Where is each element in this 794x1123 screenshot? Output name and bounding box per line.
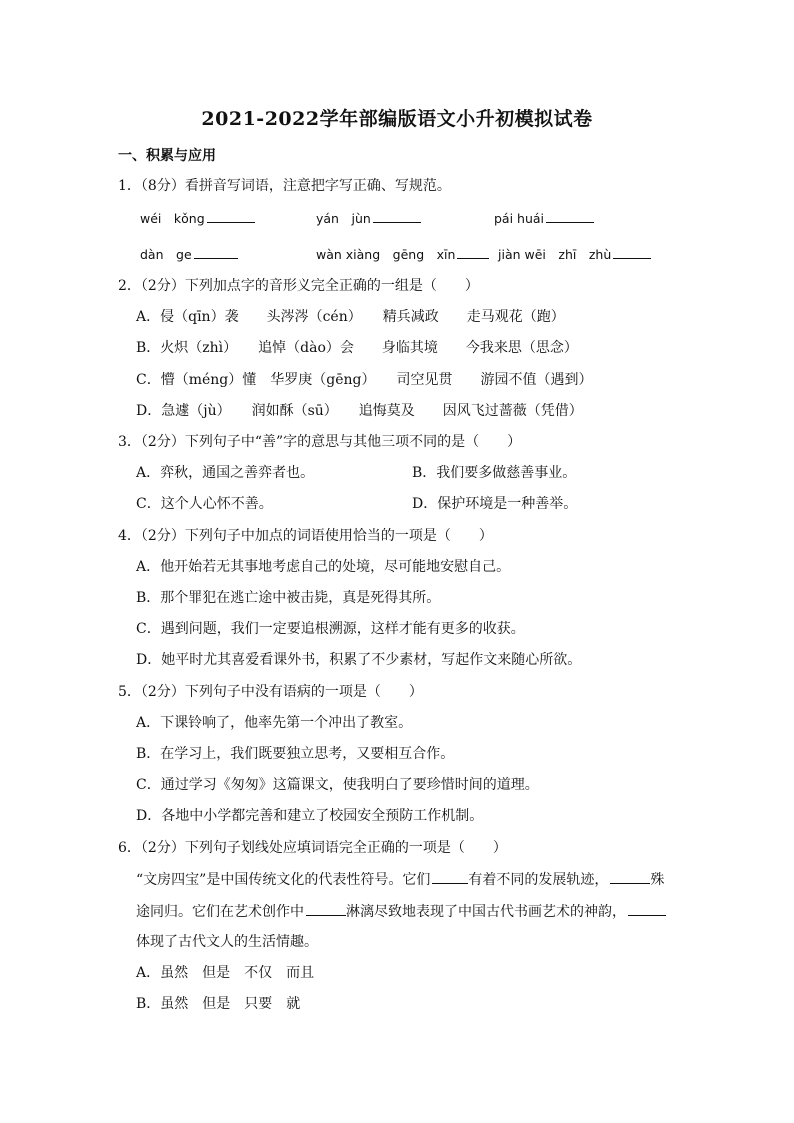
question-2-option-c[interactable]: C．懵（méng）懂 华罗庚（gēng） 司空见贯 游园不值（遇到） [136,372,593,388]
question-4-option-c[interactable]: C．遇到问题，我们一定要追根溯源，这样才能有更多的收获。 [136,621,525,637]
pinyin-text: jiàn wēi zhī zhù [498,247,612,262]
question-5-option-b[interactable]: B．在学习上，我们既要独立思考，又要相互合作。 [136,746,455,762]
question-6-stem: 6．（2分）下列句子划线处应填词语完全正确的一项是（ ） [118,840,507,856]
answer-blank[interactable] [457,244,489,259]
question-4-option-b[interactable]: B．那个罪犯在逃亡途中被击毙，真是死得其所。 [136,590,441,606]
passage-text: 淋漓尽致地表现了中国古代书画艺术的神韵， [346,904,626,920]
question-3-stem: 3．（2分）下列句子中“善”字的意思与其他三项不同的是（ ） [118,434,522,450]
question-2-option-d[interactable]: D．急遽（jù） 润如酥（sū） 追悔莫及 因风飞过蔷薇（凭借） [136,403,583,419]
question-4-stem: 4．（2分）下列句子中加点的词语使用恰当的一项是（ ） [118,528,493,544]
question-3-option-a[interactable]: A．弈秋，通国之善弈者也。 [136,465,315,481]
pinyin-item-5 [316,244,489,265]
fill-blank-3[interactable] [306,901,346,916]
question-1-stem: 1．（8分）看拼音写词语，注意把字写正确、写规范。 [118,178,451,194]
pinyin-item-4 [140,244,238,265]
section-heading: 一、积累与应用 [118,148,216,164]
question-5-option-d[interactable]: D．各地中小学都完善和建立了校园安全预防工作机制。 [136,808,484,824]
question-6-option-b[interactable]: B．虽然 但是 只要 就 [136,996,301,1012]
passage-text: 殊 [650,872,665,888]
passage-text: 有着不同的发展轨迹， [468,872,609,888]
question-6-passage-line-2 [136,901,666,922]
fill-blank-2[interactable] [610,869,650,884]
pinyin-item-2 [316,208,421,229]
answer-blank[interactable] [613,244,651,259]
question-3-option-b[interactable]: B．我们要多做慈善事业。 [412,465,577,481]
pinyin-text: dàn ge [140,247,192,262]
question-4-option-d[interactable]: D．她平时尤其喜爱看课外书，积累了不少素材，写起作文来随心所欲。 [136,652,582,668]
question-6-passage-line-3: 体现了古代文人的生活情趣。 [136,934,318,950]
answer-blank[interactable] [546,208,594,223]
pinyin-text: yán jùn [316,211,371,226]
exam-title: 2021-2022学年部编版语文小升初模拟试卷 [201,108,593,130]
pinyin-text: wàn xiàng gēng xīn [316,247,456,262]
pinyin-item-1 [140,208,255,229]
pinyin-item-6 [498,244,651,265]
answer-blank[interactable] [194,244,238,259]
question-5-option-c[interactable]: C．通过学习《匆匆》这篇课文，使我明白了要珍惜时间的道理。 [136,777,539,793]
question-2-stem: 2．（2分）下列加点字的音形义完全正确的一组是（ ） [118,278,479,294]
answer-blank[interactable] [207,208,255,223]
question-3-option-d[interactable]: D．保护环境是一种善举。 [412,496,578,512]
question-5-stem: 5．（2分）下列句子中没有语病的一项是（ ） [118,684,423,700]
question-4-option-a[interactable]: A．他开始若无其事地考虑自己的处境，尽可能地安慰自己。 [136,559,511,575]
fill-blank-4[interactable] [628,901,666,916]
question-6-option-a[interactable]: A．虽然 但是 不仅 而且 [136,965,315,981]
answer-blank[interactable] [373,208,421,223]
question-2-option-a[interactable]: A．侵（qīn）袭 头涔涔（cén） 精兵减政 走马观花（跑） [136,309,565,325]
question-6-passage-line-1 [136,869,664,890]
pinyin-item-3 [494,208,594,229]
fill-blank-1[interactable] [432,869,468,884]
question-5-option-a[interactable]: A．下课铃响了，他率先第一个冲出了教室。 [136,715,413,731]
pinyin-text: wéi kǒng [140,211,205,226]
passage-text: “文房四宝”是中国传统文化的代表性符号。它们 [136,872,431,888]
question-2-option-b[interactable]: B．火炽（zhì） 追悼（dào）会 身临其境 今我来思（思念） [136,340,578,356]
pinyin-text: pái huái [494,211,545,226]
question-3-option-c[interactable]: C．这个人心怀不善。 [136,496,273,512]
passage-text: 途同归。它们在艺术创作中 [136,904,304,920]
